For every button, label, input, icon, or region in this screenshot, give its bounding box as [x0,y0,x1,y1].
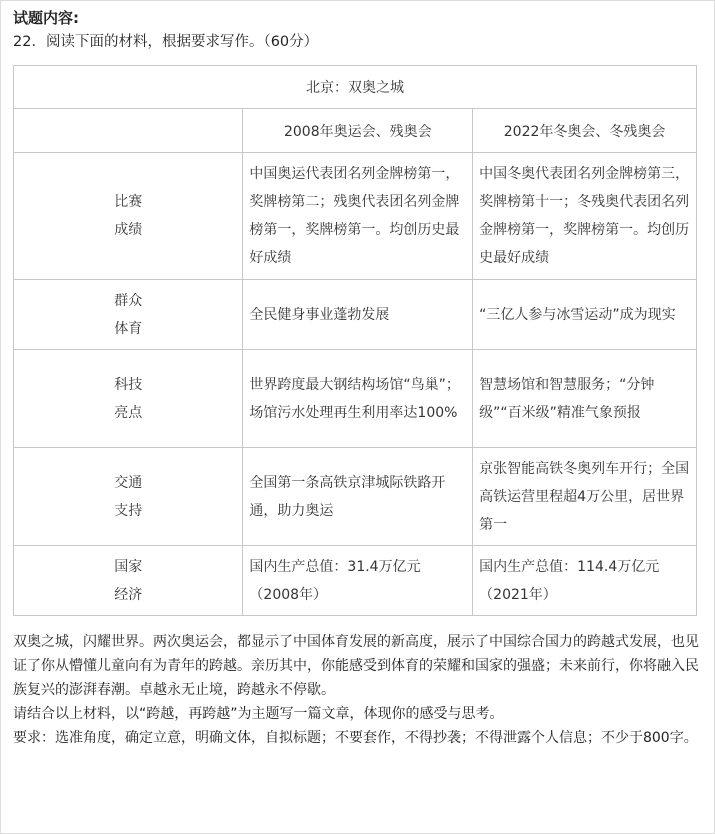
row-head-mass-sports [14,280,243,350]
material-table [13,65,697,616]
material-text [1,616,714,750]
material-paragraph: 双奥之城，闪耀世界。两次奥运会，都显示了中国体育发展的新高度，展示了中国综合国力的跨越式发展，也见证了你从懵懂儿童向有为青年的跨越。亲历其中，你能感受到体育的荣耀和国家的强盛；未来前行，你将融入民族复兴的澎湃春潮。卓越永无止境，跨越永不停歇。 [13,634,699,698]
cell-2022-mass-sports: “三亿人参与冰雪运动”成为现实 [473,280,697,350]
row-head-line: 交通 [114,474,143,491]
table-row-transport [14,448,697,546]
cell-2008-transport: 全国第一条高铁京津城际铁路开通，助力奥运 [243,448,473,546]
row-head-line: 国家 [114,558,143,575]
table-row-technology [14,350,697,448]
row-head-line: 比赛 [114,194,143,210]
row-head-line: 经济 [114,586,143,603]
table-caption-row [14,66,697,109]
cell-2022-economy: 国内生产总值：114.4万亿元（2021年） [473,546,697,616]
cell-2022-transport: 京张智能高铁冬奥列车开行；全国高铁运营里程超4万公里，居世界第一 [473,448,697,546]
cell-2022-competition: 中国冬奥代表团名列金牌榜第三，奖牌榜第十一；冬残奥代表团名列金牌榜第一，奖牌榜第一。均创历史最好成绩 [473,153,697,280]
column-header-2008: 2008年奥运会、残奥会 [243,109,473,153]
table-row-competition [14,153,697,280]
row-head-transport [14,448,243,546]
table-row-economy [14,546,697,616]
cell-2008-technology: 世界跨度最大钢结构场馆“鸟巢”；场馆污水处理再生利用率达100% [243,350,473,448]
column-header-2022: 2022年冬奥会、冬残奥会 [473,109,697,153]
table-header-row [14,109,697,153]
cell-2022-technology: 智慧场馆和智慧服务；“分钟级”“百米级”精准气象预报 [473,350,697,448]
question-text: 22．阅读下面的材料，根据要求写作。（60分） [13,34,319,50]
row-head-line: 支持 [114,502,143,519]
row-head-competition [14,153,243,280]
question-header [1,1,714,55]
table-row-mass-sports [14,280,697,350]
row-head-technology [14,350,243,448]
row-head-economy [14,546,243,616]
cell-2008-economy: 国内生产总值：31.4万亿元（2008年） [243,546,473,616]
cell-2008-competition: 中国奥运代表团名列金牌榜第一，奖牌榜第二；残奥代表团名列金牌榜第一，奖牌榜第一。均创历史最好成绩 [243,153,473,280]
cell-2008-mass-sports: 全民健身事业蓬勃发展 [243,280,473,350]
row-head-line: 亮点 [114,404,143,421]
requirements-paragraph: 要求：选准角度，确定立意，明确文体，自拟标题；不要套作，不得抄袭；不得泄露个人信息；不少于800字。 [13,730,698,746]
row-head-line: 群众 [114,292,143,309]
prompt-paragraph: 请结合以上材料，以“跨越，再跨越”为主题写一篇文章，体现你的感受与思考。 [13,706,504,722]
table-caption: 北京：双奥之城 [14,66,697,109]
section-title: 试题内容: [13,9,79,27]
column-header-empty [14,109,243,153]
row-head-line: 体育 [114,320,143,337]
row-head-line: 成绩 [114,222,143,238]
row-head-line: 科技 [114,376,143,393]
